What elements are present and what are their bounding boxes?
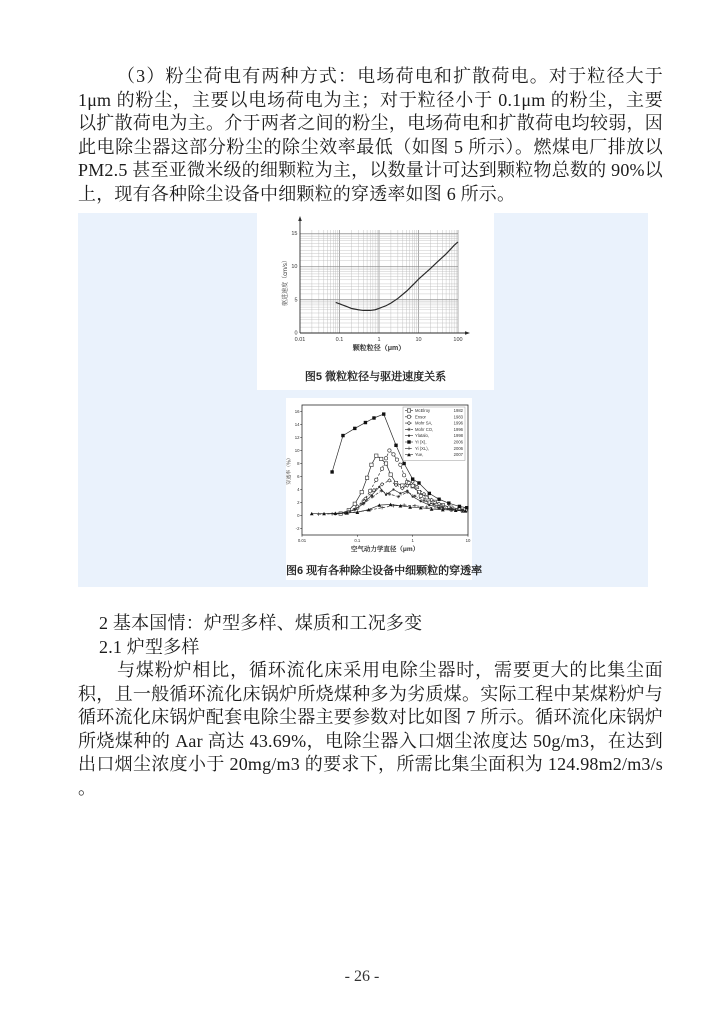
svg-text:10: 10 (415, 337, 422, 343)
svg-text:Yi (X),: Yi (X), (415, 439, 427, 445)
page-number: - 26 - (344, 968, 380, 985)
section-2 (78, 612, 663, 800)
svg-text:Ylatalo,: Ylatalo, (415, 433, 429, 439)
svg-text:1998: 1998 (453, 433, 463, 439)
figure5-chart (257, 213, 494, 368)
svg-text:McElroy: McElroy (415, 408, 431, 413)
figure5-image[interactable] (257, 213, 494, 390)
figure5-caption: 图5 微粒粒径与驱进速度关系 (304, 371, 447, 383)
svg-text:15: 15 (291, 231, 298, 238)
svg-text:Yi (XL),: Yi (XL), (415, 445, 429, 451)
paragraph-1-text: （3）粉尘荷电有两种方式：电场荷电和扩散荷电。对于粒径大于 1μm 的粉尘，主要以电场荷电为主；对于粒径小于 0.1μm 的粉尘，主要以扩散荷电为主。介于两者之间的粉尘，电场荷电和扩散荷电均较弱，因此电除尘器这部分粉尘的除尘效率最低（如图 5 所示）。燃煤电厂排放以 PM2.5 甚至亚微米级的细颗粒为主，以数量计可达到颗粒物总数的 90%以上，现有各种除尘设备中细颗粒的穿透率如图 6 所示。 (78, 66, 663, 204)
svg-text:6: 6 (297, 474, 300, 480)
svg-text:Mohr CO,: Mohr CO, (415, 426, 434, 432)
svg-text:1: 1 (411, 537, 414, 543)
svg-text:2006: 2006 (453, 439, 463, 445)
svg-text:10: 10 (294, 448, 300, 454)
svg-text:0.01: 0.01 (297, 537, 307, 543)
svg-text:1996: 1996 (453, 426, 463, 432)
svg-text:穿透率（%）: 穿透率（%） (286, 455, 293, 485)
svg-text:1: 1 (377, 337, 381, 343)
svg-text:驱进速度（cm/s）: 驱进速度（cm/s） (283, 257, 289, 306)
figure6-caption: 图6 现有各种除尘设备中细颗粒的穿透率 (286, 565, 483, 577)
svg-text:0.1: 0.1 (354, 537, 361, 543)
svg-text:1996: 1996 (453, 420, 463, 426)
svg-text:颗粒粒径（μm）: 颗粒粒径（μm） (352, 345, 406, 352)
svg-text:12: 12 (294, 435, 300, 441)
section-paragraph: 与煤粉炉相比，循环流化床采用电除尘器时，需要更大的比集尘面积，且一般循环流化床锅炉所烧煤种多为劣质煤。实际工程中某煤粉炉与循环流化床锅炉配套电除尘器主要参数对比如图 7 所示。循环流化床锅炉所烧煤种的 Aar 高达 43.69%，电除尘器入口烟尘浓度达 50g/m3，在达到出口烟尘浓度小于 20mg/m3 的要求下，所需比集尘面积为 124.98m2/m3/s 。 (78, 660, 663, 798)
svg-text:1983: 1983 (453, 414, 463, 420)
svg-text:Yue,: Yue, (415, 452, 424, 458)
svg-text:0.1: 0.1 (335, 337, 344, 343)
svg-text:4: 4 (297, 487, 300, 493)
svg-text:空气动力学直径（μm）: 空气动力学直径（μm） (350, 546, 420, 553)
svg-text:10: 10 (291, 264, 298, 271)
svg-text:2007: 2007 (453, 452, 463, 458)
svg-text:1982: 1982 (453, 408, 463, 413)
svg-text:14: 14 (294, 422, 300, 428)
svg-text:10: 10 (465, 537, 471, 543)
svg-text:0.01: 0.01 (294, 337, 306, 343)
figure6-image[interactable] (286, 398, 483, 580)
svg-text:5: 5 (294, 297, 298, 304)
paragraph-dust-charging (78, 65, 663, 206)
svg-text:Mohr SA,: Mohr SA, (415, 420, 433, 426)
svg-text:8: 8 (297, 461, 300, 467)
section-subheading: 2.1 炉型多样 (99, 636, 200, 657)
svg-text:-2: -2 (295, 526, 300, 532)
svg-text:100: 100 (453, 337, 463, 343)
figure6-chart (286, 398, 472, 562)
svg-text:2: 2 (297, 500, 300, 506)
svg-text:2006: 2006 (453, 445, 463, 451)
figure-panel[interactable] (78, 213, 648, 587)
svg-text:0: 0 (294, 330, 298, 337)
svg-text:0: 0 (297, 513, 300, 519)
svg-text:16: 16 (294, 409, 300, 415)
section-heading: 2 基本国情：炉型多样、煤质和工况多变 (99, 613, 423, 633)
svg-text:Ensor: Ensor (415, 414, 426, 420)
